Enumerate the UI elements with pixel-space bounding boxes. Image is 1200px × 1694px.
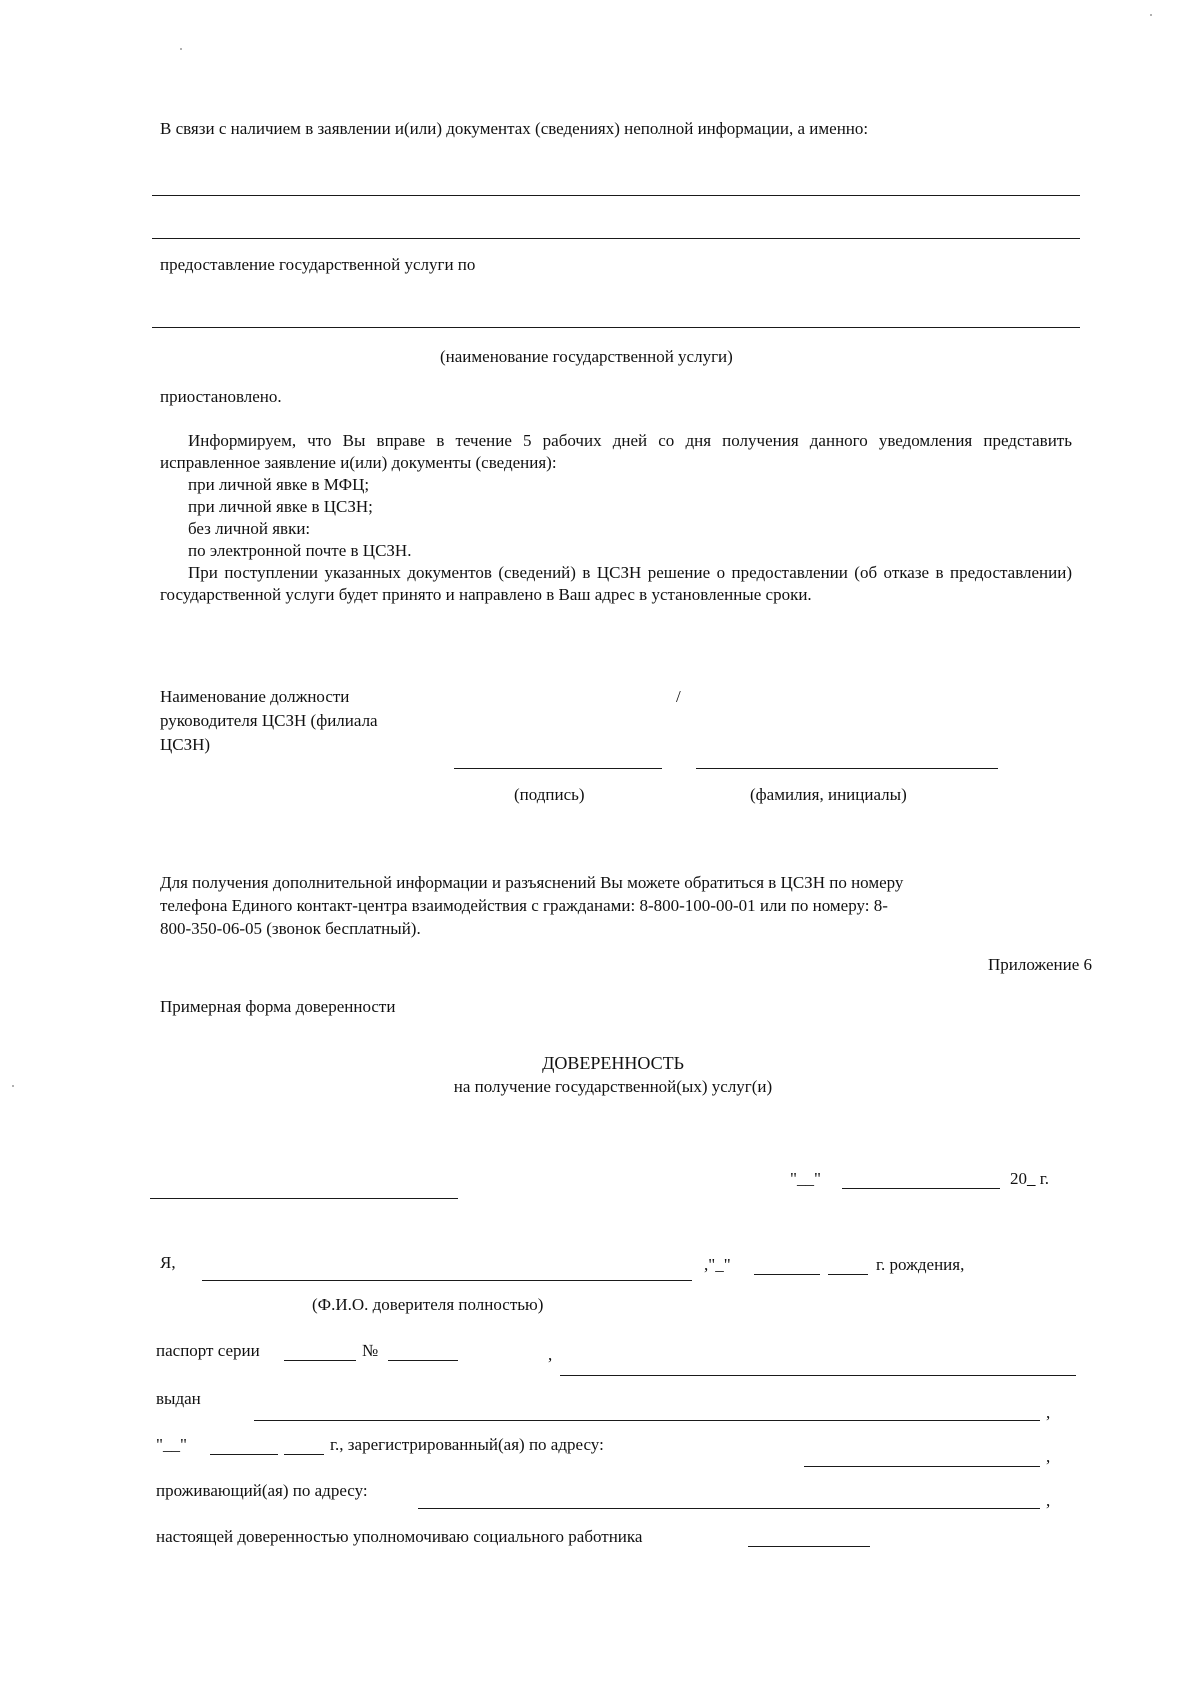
contact-line-3: 800-350-06-05 (звонок бесплатный). <box>160 919 421 938</box>
date-close-quote: " <box>813 1169 821 1188</box>
passport-number-label: № <box>362 1341 379 1360</box>
social-worker-line[interactable] <box>748 1546 870 1547</box>
passport-extra-line[interactable] <box>560 1375 1076 1376</box>
birth-day-blank: _ <box>715 1255 724 1274</box>
scan-speck <box>180 48 182 50</box>
date-field[interactable] <box>790 1168 821 1190</box>
issued-line[interactable] <box>254 1420 1040 1421</box>
reg-suffix: г., зарегистрированный(ая) по адресу: <box>330 1435 604 1454</box>
reg-address-line[interactable] <box>804 1466 1040 1467</box>
passport-series-label: паспорт серии <box>156 1341 260 1360</box>
date-month-line[interactable] <box>842 1188 1000 1189</box>
slash-separator: / <box>676 687 681 706</box>
name-line <box>696 768 998 769</box>
i-label: Я, <box>160 1253 176 1272</box>
appendix-label: Приложение 6 <box>988 955 1092 974</box>
living-comma: , <box>1046 1491 1051 1510</box>
position-line-2: руководителя ЦСЗН (филиала <box>160 711 378 730</box>
issued-comma: , <box>1046 1403 1051 1422</box>
authorize-text: настоящей доверенностью уполномочиваю социального работника <box>156 1527 643 1546</box>
reg-date-field[interactable] <box>156 1434 187 1456</box>
service-prefix: предоставление государственной услуги по <box>160 255 476 274</box>
reg-close-quote: " <box>179 1435 187 1454</box>
birth-suffix: г. рождения, <box>876 1255 965 1274</box>
birth-date-field[interactable] <box>704 1254 731 1276</box>
fill-line-details-1 <box>152 195 1080 196</box>
decision-paragraph: При поступлении указанных документов (сведений) в ЦСЗН решение о предоставлении (об отказе в предоставлении) государственной услуги будет принято и направлено в Ваш адрес в установленные сроки. <box>160 563 1072 604</box>
option-remote: без личной явки: <box>188 519 311 538</box>
reg-year-line[interactable] <box>284 1454 324 1455</box>
option-mfc: при личной явке в МФЦ; <box>188 475 370 494</box>
date-day-blank: __ <box>796 1169 814 1188</box>
birth-month-line[interactable] <box>754 1274 820 1275</box>
date-year-suffix: г. <box>1035 1169 1050 1188</box>
intro-line: В связи с наличием в заявлении и(или) документах (сведениях) неполной информации, а именно: <box>160 119 869 138</box>
birth-close-quote: " <box>723 1255 731 1274</box>
birth-open-quote: ," <box>704 1255 716 1274</box>
contact-line-1: Для получения дополнительной информации и разъяснений Вы можете обратиться в ЦСЗН по номеру <box>160 873 904 892</box>
inform-paragraph: Информируем, что Вы вправе в течение 5 рабочих дней со дня получения данного уведомления представить исправленное заявление и(или) документы (сведения): <box>160 431 1072 472</box>
reg-month-line[interactable] <box>210 1454 278 1455</box>
place-line <box>150 1198 458 1199</box>
date-year-prefix: 20 <box>1010 1169 1027 1188</box>
fio-line[interactable] <box>202 1280 692 1281</box>
birth-year-line[interactable] <box>828 1274 868 1275</box>
contact-line-2: телефона Единого контакт-центра взаимодействия с гражданами: 8-800-100-00-01 или по номеру: 8- <box>160 896 888 915</box>
passport-series-line[interactable] <box>284 1360 356 1361</box>
service-caption: (наименование государственной услуги) <box>440 347 733 366</box>
issued-label: выдан <box>156 1389 201 1408</box>
reg-day-blank: __ <box>162 1435 180 1454</box>
reg-open-quote: " <box>156 1435 163 1454</box>
passport-comma: , <box>548 1345 553 1364</box>
position-line-1: Наименование должности <box>160 687 350 706</box>
poa-subtitle: на получение государственной(ых) услуг(и) <box>453 1077 773 1096</box>
date-year <box>1010 1168 1049 1190</box>
date-open-quote: " <box>790 1169 797 1188</box>
poa-title: ДОВЕРЕННОСТЬ <box>542 1053 684 1073</box>
living-address-line[interactable] <box>418 1508 1040 1509</box>
fio-caption: (Ф.И.О. доверителя полностью) <box>312 1295 544 1314</box>
position-line-3: ЦСЗН) <box>160 735 211 754</box>
fill-line-details-2 <box>152 238 1080 239</box>
scan-speck <box>1150 14 1152 16</box>
suspended-text: приостановлено. <box>160 387 282 406</box>
option-email: по электронной почте в ЦСЗН. <box>188 541 412 560</box>
passport-number-line[interactable] <box>388 1360 458 1361</box>
living-label: проживающий(ая) по адресу: <box>156 1481 368 1500</box>
fill-line-service-name <box>152 327 1080 328</box>
form-caption: Примерная форма доверенности <box>160 997 396 1016</box>
date-year-blank: _ <box>1027 1169 1036 1188</box>
reg-comma: , <box>1046 1447 1051 1466</box>
option-cszn: при личной явке в ЦСЗН; <box>188 497 373 516</box>
signature-line <box>454 768 662 769</box>
name-caption: (фамилия, инициалы) <box>750 785 907 804</box>
signature-caption: (подпись) <box>514 785 585 804</box>
